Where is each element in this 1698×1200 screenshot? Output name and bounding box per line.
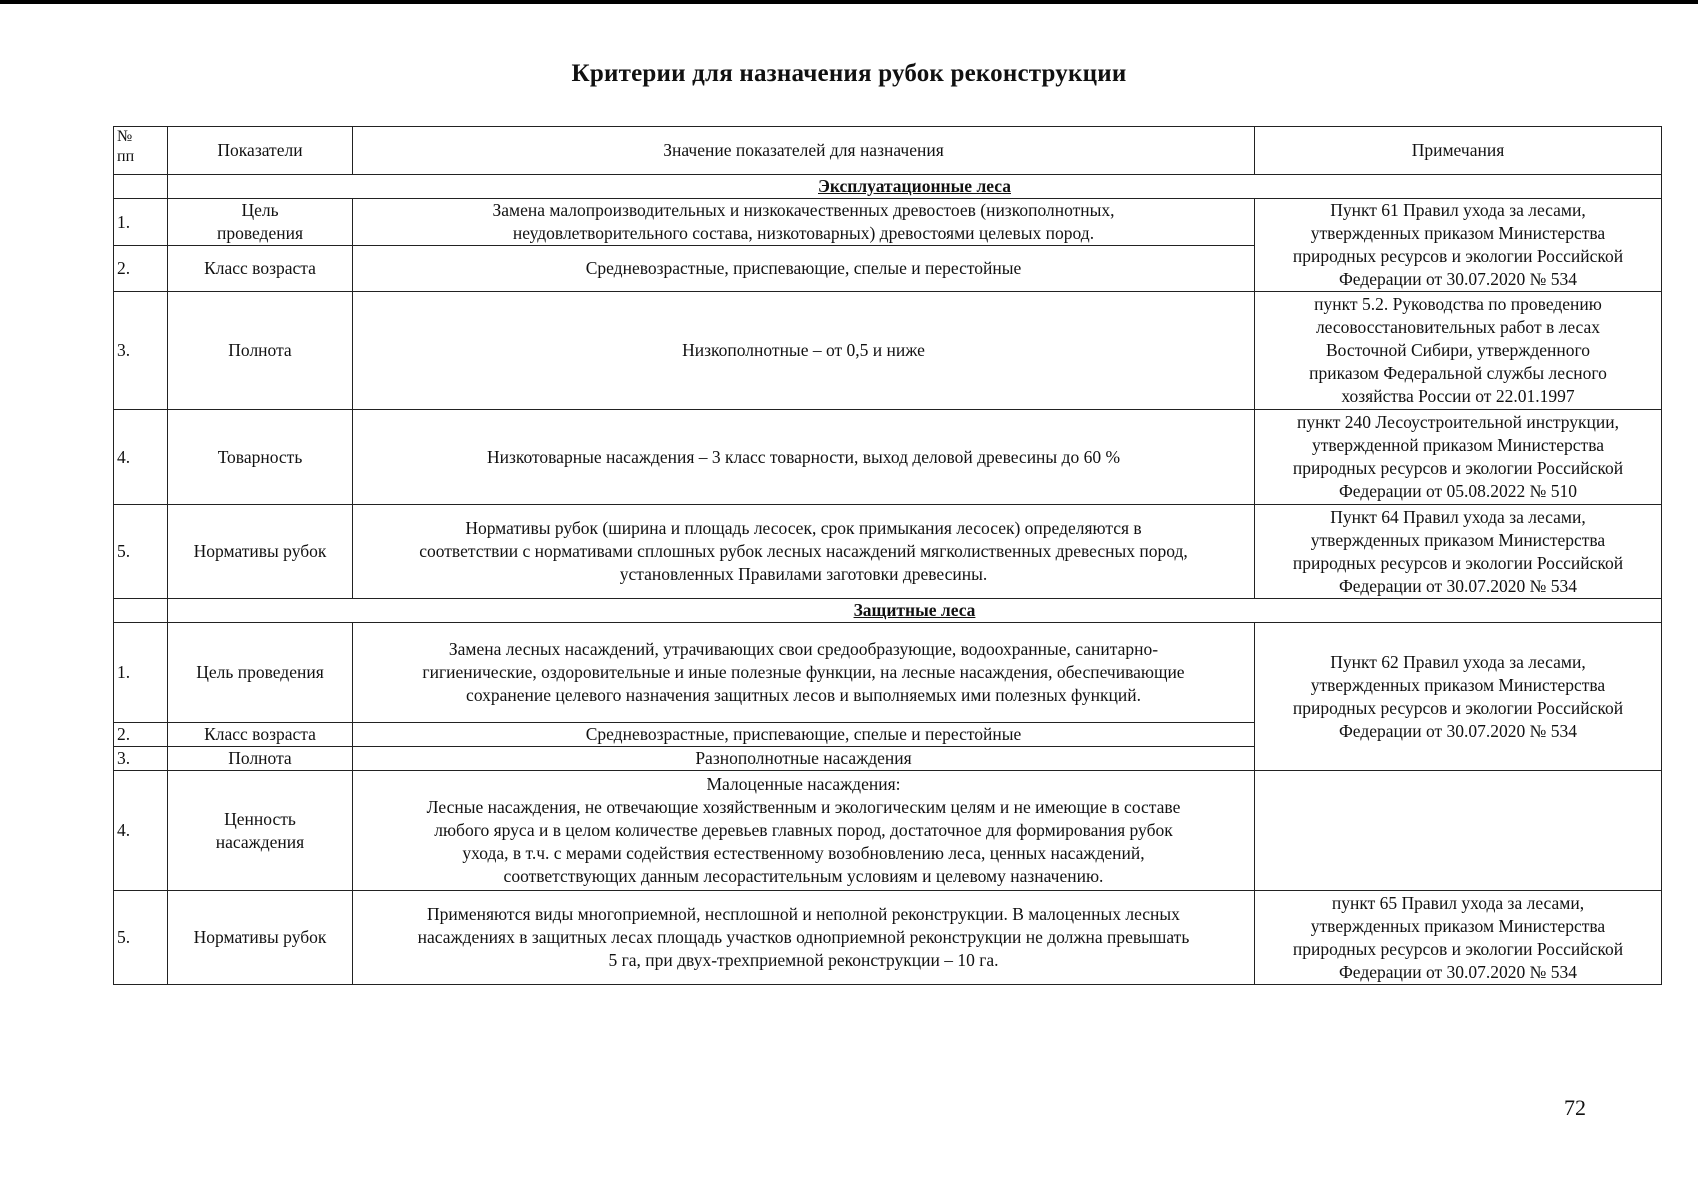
table-header-row	[114, 127, 1662, 175]
row-value: Средневозрастные, приспевающие, спелые и перестойные	[353, 246, 1255, 292]
row-num: 3.	[114, 292, 168, 410]
page-number: 72	[1564, 1095, 1586, 1120]
table-row	[114, 891, 1662, 985]
row-num: 2.	[114, 246, 168, 292]
row-indicator: Нормативы рубок	[168, 891, 353, 985]
section-title-exploitation: Эксплуатационные леса	[168, 175, 1662, 199]
header-indicator: Показатели	[168, 127, 353, 175]
table-row	[114, 292, 1662, 410]
table-row	[114, 505, 1662, 599]
row-value: Применяются виды многоприемной, несплошной и неполной реконструкции. В малоценных лесных насаждениях в защитных лесах площадь участков одноприемной реконструкции не должна превышать 5 га, при двух-трехприемной реконструкции – 10 га.	[353, 891, 1255, 985]
row-indicator: Нормативы рубок	[168, 505, 353, 599]
row-value: Средневозрастные, приспевающие, спелые и перестойные	[353, 723, 1255, 747]
row-indicator: Класс возраста	[168, 723, 353, 747]
row-indicator: Ценность насаждения	[168, 771, 353, 891]
row-num: 1.	[114, 199, 168, 246]
table-row	[114, 199, 1662, 246]
row-indicator: Цель проведения	[168, 623, 353, 723]
table-row	[114, 771, 1662, 891]
page-title: Критерии для назначения рубок реконструкции	[571, 60, 1127, 87]
row-value: Малоценные насаждения: Лесные насаждения, не отвечающие хозяйственным и экологическим целям и не имеющие в составе любого яруса и в целом количестве деревьев главных пород, достаточное для формирования рубок ухода, в т.ч. с мерами содействия естественному возобновлению леса, ценных насаждений, соответствующих данным лесорастительным условиям и целевому назначению.	[353, 771, 1255, 891]
row-value: Нормативы рубок (ширина и площадь лесосек, срок примыкания лесосек) определяются в соответствии с нормативами сплошных рубок лесных насаждений мягколиственных древесных пород, установленных Правилами заготовки древесины.	[353, 505, 1255, 599]
row-indicator: Полнота	[168, 292, 353, 410]
row-indicator: Цель проведения	[168, 199, 353, 246]
section-title-protective: Защитные леса	[168, 599, 1662, 623]
row-indicator: Товарность	[168, 410, 353, 505]
row-num: 1.	[114, 623, 168, 723]
row-num: 4.	[114, 771, 168, 891]
row-value: Низкополнотные – от 0,5 и ниже	[353, 292, 1255, 410]
row-indicator: Полнота	[168, 747, 353, 771]
section-num-cell	[114, 599, 168, 623]
table-row	[114, 623, 1662, 723]
row-note: пункт 5.2. Руководства по проведению лесовосстановительных работ в лесах Восточной Сибири, утвержденного приказом Федеральной службы лесного хозяйства России от 22.01.1997	[1255, 292, 1662, 410]
row-value: Замена малопроизводительных и низкокачественных древостоев (низкополнотных, неудовлетворительного состава, низкотоварных) древостоями целевых пород.	[353, 199, 1255, 246]
section-row	[114, 599, 1662, 623]
section-num-cell	[114, 175, 168, 199]
top-border	[0, 0, 1698, 4]
row-note: Пункт 64 Правил ухода за лесами, утвержденных приказом Министерства природных ресурсов и экологии Российской Федерации от 30.07.2020 № 534	[1255, 505, 1662, 599]
row-indicator: Класс возраста	[168, 246, 353, 292]
row-value: Замена лесных насаждений, утрачивающих свои средообразующие, водоохранные, санитарно- гигиенические, оздоровительные и иные полезные функции, на лесные насаждения, обеспечивающие сохранение целевого назначения защитных лесов и выполняемых ими полезных функций.	[353, 623, 1255, 723]
table-row	[114, 410, 1662, 505]
row-note: Пункт 62 Правил ухода за лесами, утвержденных приказом Министерства природных ресурсов и экологии Российской Федерации от 30.07.2020 № 534	[1255, 623, 1662, 771]
header-notes: Примечания	[1255, 127, 1662, 175]
row-num: 5.	[114, 505, 168, 599]
header-value: Значение показателей для назначения	[353, 127, 1255, 175]
header-num: № пп	[114, 127, 168, 175]
row-value: Низкотоварные насаждения – 3 класс товарности, выход деловой древесины до 60 %	[353, 410, 1255, 505]
row-note: пункт 240 Лесоустроительной инструкции, утвержденной приказом Министерства природных ресурсов и экологии Российской Федерации от 05.08.2022 № 510	[1255, 410, 1662, 505]
row-note: Пункт 61 Правил ухода за лесами, утвержденных приказом Министерства природных ресурсов и экологии Российской Федерации от 30.07.2020 № 534	[1255, 199, 1662, 292]
row-num: 5.	[114, 891, 168, 985]
criteria-table	[113, 126, 1662, 985]
row-num: 4.	[114, 410, 168, 505]
row-num: 2.	[114, 723, 168, 747]
section-row	[114, 175, 1662, 199]
row-note	[1255, 771, 1662, 891]
row-num: 3.	[114, 747, 168, 771]
row-value: Разнополнотные насаждения	[353, 747, 1255, 771]
row-note: пункт 65 Правил ухода за лесами, утвержденных приказом Министерства природных ресурсов и экологии Российской Федерации от 30.07.2020 № 534	[1255, 891, 1662, 985]
